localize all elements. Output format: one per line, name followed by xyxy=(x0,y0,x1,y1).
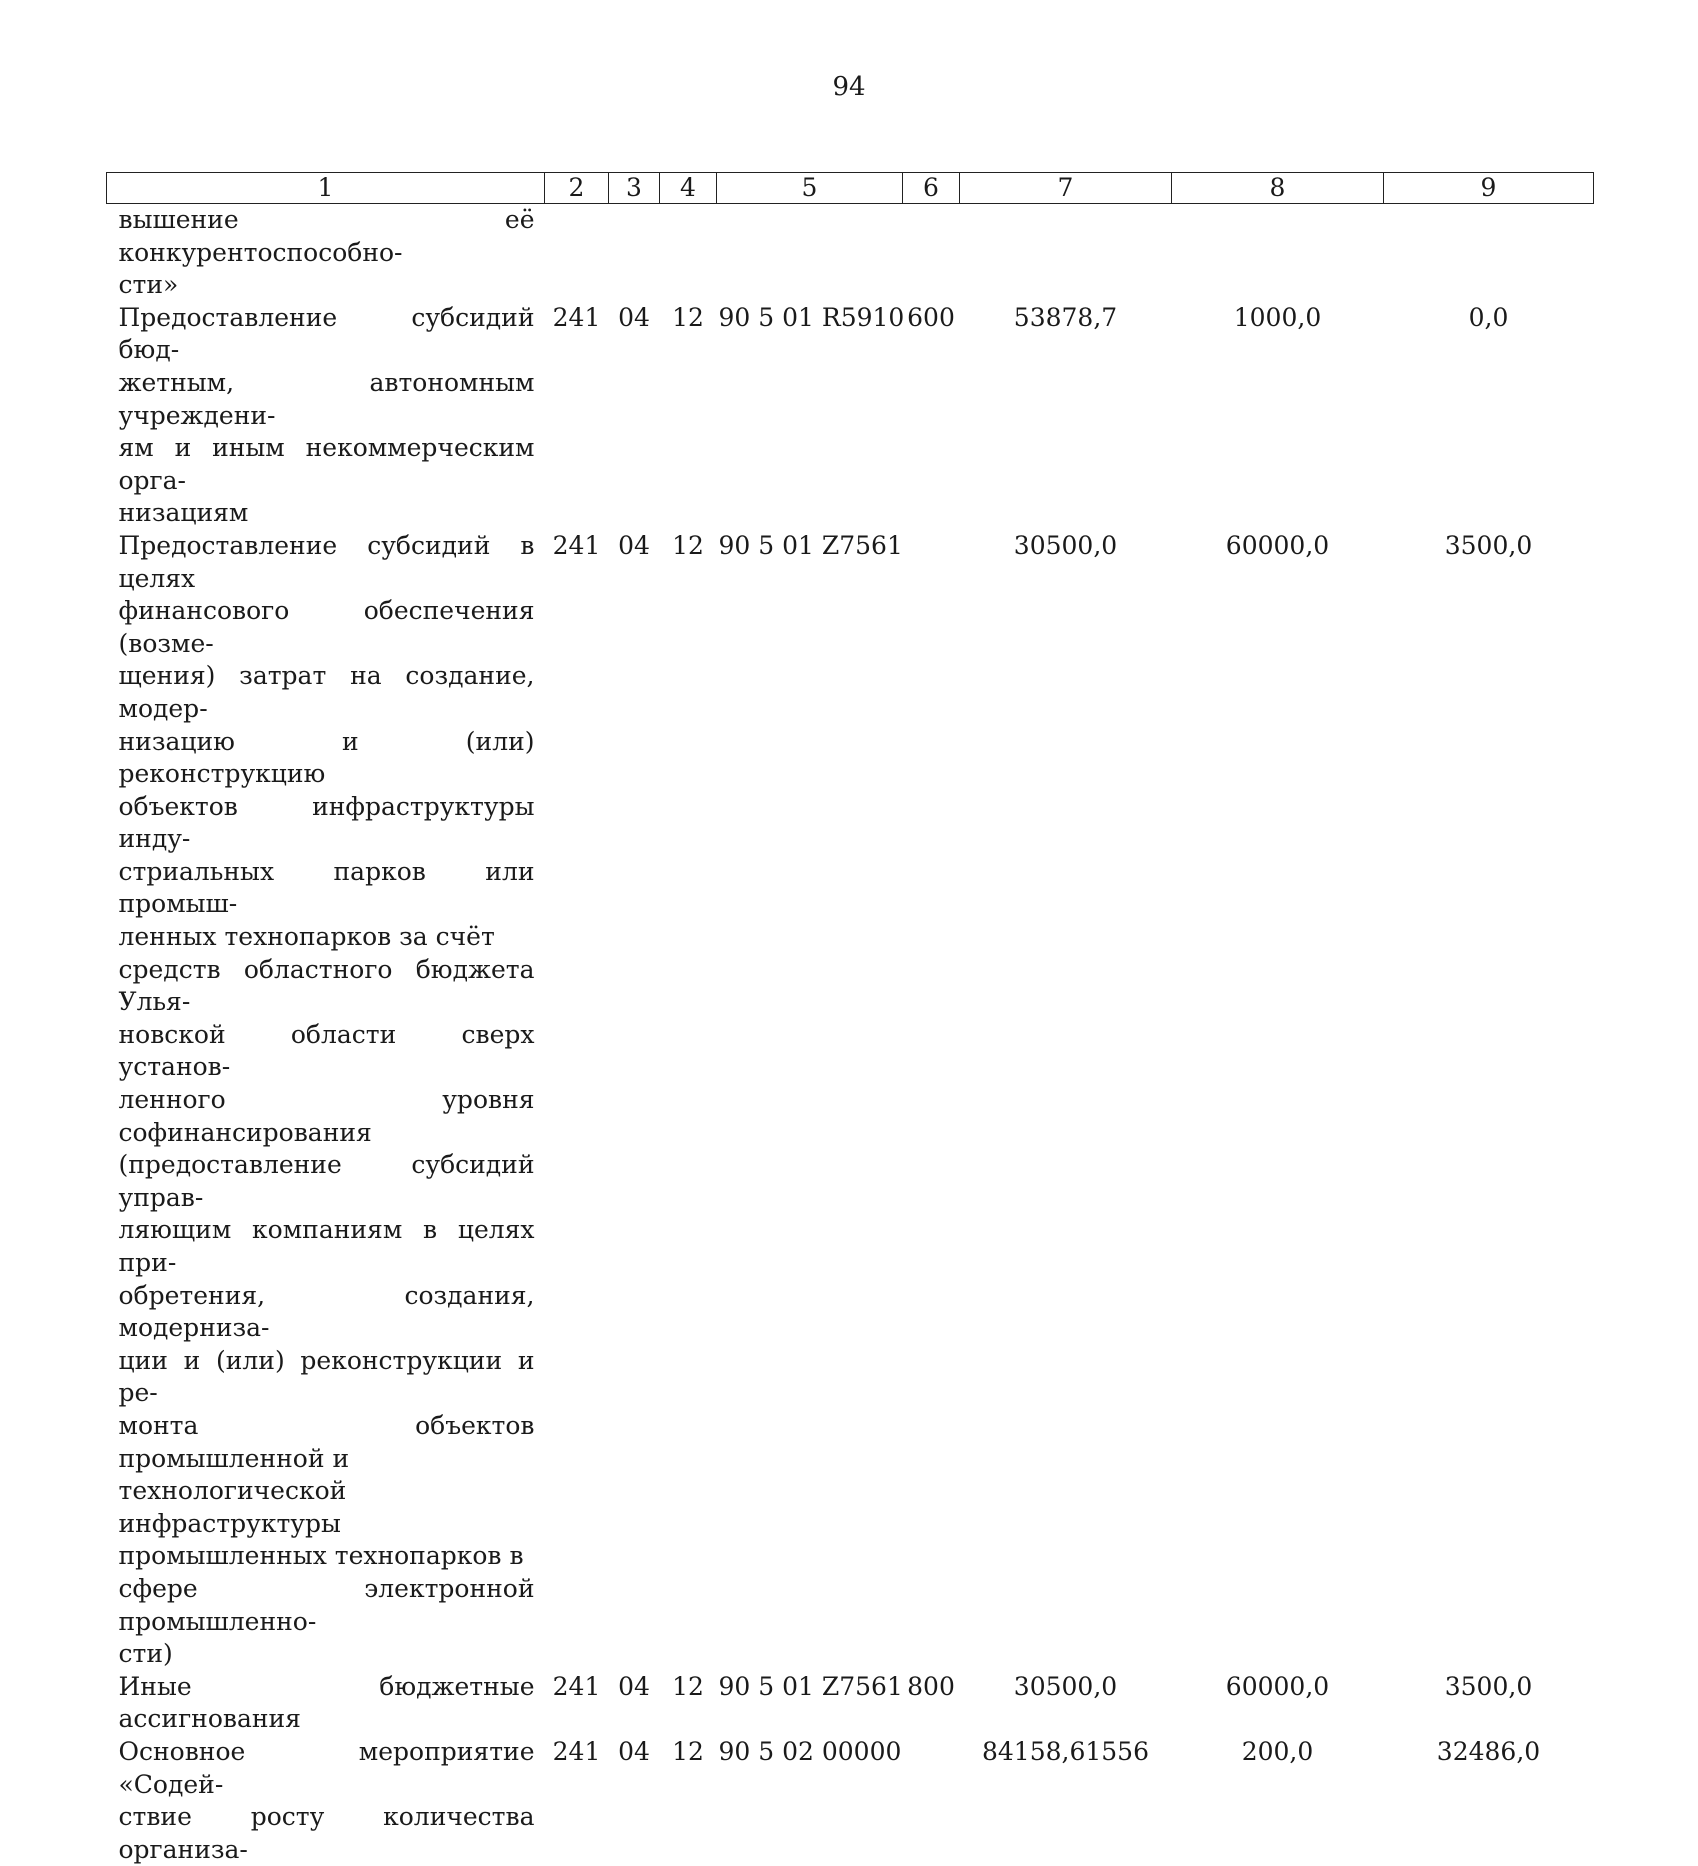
budget-table xyxy=(106,172,1594,1866)
table-row xyxy=(107,302,1594,530)
amount-col-8: 200,0 xyxy=(1172,1736,1384,1866)
row-name-line: ям и иным некоммерческим орга- xyxy=(119,432,535,497)
row-name-line: стриальных парков или промыш- xyxy=(119,856,535,921)
column-header-8: 8 xyxy=(1172,173,1384,204)
row-name-line: жетным, автономным учреждени- xyxy=(119,367,535,432)
section-code: 04 xyxy=(609,1736,660,1866)
amount-col-9: 32486,0 xyxy=(1384,1736,1594,1866)
row-name-line: финансового обеспечения (возме- xyxy=(119,595,535,660)
amount-col-8: 1000,0 xyxy=(1172,302,1384,530)
row-name-line: ленных технопарков за счёт xyxy=(119,921,535,954)
amount-col-9: 0,0 xyxy=(1384,302,1594,530)
target-article-code: 90 5 01 Z7561 xyxy=(717,530,903,1671)
row-name-line: сти» xyxy=(119,269,535,302)
expense-type-code xyxy=(903,1736,960,1866)
section-code xyxy=(609,204,660,302)
row-name xyxy=(107,204,545,302)
row-name-line: Основное мероприятие «Содей- xyxy=(119,1736,535,1801)
admin-code: 241 xyxy=(545,1736,609,1866)
amount-col-9 xyxy=(1384,204,1594,302)
column-header-1: 1 xyxy=(107,173,545,204)
table-row xyxy=(107,204,1594,302)
row-name-line: средств областного бюджета Улья- xyxy=(119,954,535,1019)
row-name-line: (предоставление субсидий управ- xyxy=(119,1149,535,1214)
row-name-line: сфере электронной промышленно- xyxy=(119,1573,535,1638)
subsection-code: 12 xyxy=(660,1671,717,1736)
row-name-line: вышение её конкурентоспособно- xyxy=(119,204,535,269)
admin-code xyxy=(545,204,609,302)
amount-col-7 xyxy=(960,204,1172,302)
column-header-7: 7 xyxy=(960,173,1172,204)
row-name-line: Иные бюджетные ассигнования xyxy=(119,1671,535,1736)
row-name xyxy=(107,530,545,1671)
row-name-line: низациям xyxy=(119,497,535,530)
amount-col-8 xyxy=(1172,204,1384,302)
page-number: 94 xyxy=(0,72,1698,102)
amount-col-7: 30500,0 xyxy=(960,1671,1172,1736)
row-name-line: ленного уровня софинансирования xyxy=(119,1084,535,1149)
table-row xyxy=(107,1671,1594,1736)
row-name-line: обретения, создания, модерниза- xyxy=(119,1280,535,1345)
row-name-line: Предоставление субсидий в целях xyxy=(119,530,535,595)
row-name-line: низацию и (или) реконструкцию xyxy=(119,726,535,791)
section-code: 04 xyxy=(609,1671,660,1736)
table-row xyxy=(107,1736,1594,1866)
subsection-code: 12 xyxy=(660,302,717,530)
amount-col-7: 53878,7 xyxy=(960,302,1172,530)
column-header-2: 2 xyxy=(545,173,609,204)
expense-type-code xyxy=(903,204,960,302)
amount-col-7: 84158,61556 xyxy=(960,1736,1172,1866)
target-article-code: 90 5 02 00000 xyxy=(717,1736,903,1866)
subsection-code: 12 xyxy=(660,1736,717,1866)
row-name-line: Предоставление субсидий бюд- xyxy=(119,302,535,367)
admin-code: 241 xyxy=(545,530,609,1671)
row-name-line: щения) затрат на создание, модер- xyxy=(119,660,535,725)
row-name xyxy=(107,1736,545,1866)
expense-type-code: 600 xyxy=(903,302,960,530)
table-body xyxy=(107,204,1594,1866)
row-name-line: ции и (или) реконструкции и ре- xyxy=(119,1345,535,1410)
column-header-6: 6 xyxy=(903,173,960,204)
column-header-3: 3 xyxy=(609,173,660,204)
table-row xyxy=(107,530,1594,1671)
amount-col-9: 3500,0 xyxy=(1384,530,1594,1671)
section-code: 04 xyxy=(609,530,660,1671)
target-article-code: 90 5 01 Z7561 xyxy=(717,1671,903,1736)
row-name-line: ляющим компаниям в целях при- xyxy=(119,1214,535,1279)
expense-type-code xyxy=(903,530,960,1671)
amount-col-8: 60000,0 xyxy=(1172,1671,1384,1736)
subsection-code: 12 xyxy=(660,530,717,1671)
header-row xyxy=(107,173,1594,204)
table-header xyxy=(107,173,1594,204)
row-name-line: промышленных технопарков в xyxy=(119,1540,535,1573)
admin-code: 241 xyxy=(545,1671,609,1736)
row-name xyxy=(107,302,545,530)
amount-col-8: 60000,0 xyxy=(1172,530,1384,1671)
column-header-9: 9 xyxy=(1384,173,1594,204)
row-name-line: сти) xyxy=(119,1638,535,1671)
section-code: 04 xyxy=(609,302,660,530)
amount-col-9: 3500,0 xyxy=(1384,1671,1594,1736)
column-header-4: 4 xyxy=(660,173,717,204)
row-name-line: технологической инфраструктуры xyxy=(119,1475,535,1540)
target-article-code xyxy=(717,204,903,302)
target-article-code: 90 5 01 R5910 xyxy=(717,302,903,530)
column-header-5: 5 xyxy=(717,173,903,204)
row-name-line: объектов инфраструктуры инду- xyxy=(119,791,535,856)
row-name-line: новской области сверх установ- xyxy=(119,1019,535,1084)
row-name-line: ствие росту количества организа- xyxy=(119,1801,535,1866)
subsection-code xyxy=(660,204,717,302)
expense-type-code: 800 xyxy=(903,1671,960,1736)
row-name xyxy=(107,1671,545,1736)
amount-col-7: 30500,0 xyxy=(960,530,1172,1671)
admin-code: 241 xyxy=(545,302,609,530)
row-name-line: монта объектов промышленной и xyxy=(119,1410,535,1475)
